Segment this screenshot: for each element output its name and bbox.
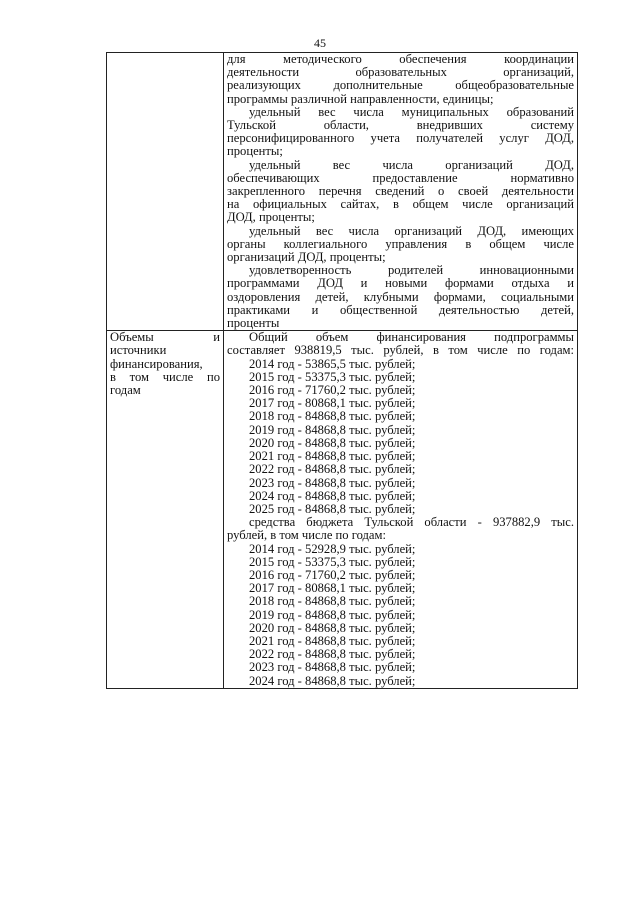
row2-right-cell bbox=[224, 331, 578, 688]
text-line: программы различной направленности, единицы; bbox=[227, 91, 494, 106]
table-row-indicators bbox=[107, 53, 578, 331]
row1-left-cell bbox=[107, 53, 224, 331]
text-line: на официальных сайтах, в общем числе организаций bbox=[227, 197, 574, 212]
year-amount-line: 2018 год - 84868,8 тыс. рублей; bbox=[249, 594, 416, 609]
financing-intro bbox=[227, 331, 574, 357]
text-line: реализующих дополнительные общеобразовательные bbox=[227, 78, 574, 93]
year-amount-line: 2019 год - 84868,8 тыс. рублей; bbox=[249, 422, 416, 437]
text-line: для методического обеспечения координации bbox=[227, 52, 574, 66]
year-amount-line: 2023 год - 84868,8 тыс. рублей; bbox=[249, 660, 416, 675]
text-line: программами ДОД и новыми формами отдыха и bbox=[227, 276, 574, 291]
text-line: обеспечивающих предоставление нормативно bbox=[227, 170, 574, 185]
passport-table bbox=[106, 52, 578, 689]
text-line: проценты bbox=[227, 316, 280, 331]
text-line: Тульской области, внедривших систему bbox=[227, 118, 574, 133]
text-line: Общий объем финансирования подпрограммы bbox=[249, 330, 574, 345]
financing-years-budget bbox=[227, 543, 574, 688]
text-line: составляет 938819,5 тыс. рублей, в том числе по годам: bbox=[227, 343, 574, 358]
text-line: закрепленного перечня сведений о своей деятельности bbox=[227, 184, 574, 199]
year-amount-line: 2023 год - 84868,8 тыс. рублей; bbox=[249, 475, 416, 490]
text-line: удельный вес числа организаций ДОД, имеющих bbox=[249, 223, 574, 238]
year-amount-line: 2018 год - 84868,8 тыс. рублей; bbox=[249, 409, 416, 424]
text-line: рублей, в том числе по годам: bbox=[227, 528, 386, 543]
label-line: в том числе по bbox=[110, 369, 220, 384]
text-line: ДОД, проценты; bbox=[227, 210, 315, 225]
label-line: Объемы и bbox=[110, 330, 220, 345]
year-amount-line: 2014 год - 52928,9 тыс. рублей; bbox=[249, 541, 416, 556]
page-number: 45 bbox=[314, 36, 326, 50]
year-amount-line: 2022 год - 84868,8 тыс. рублей; bbox=[249, 647, 416, 662]
text-line: органы коллегиального управления в общем числе bbox=[227, 236, 574, 251]
row2-left-cell bbox=[107, 331, 224, 688]
text-line: проценты; bbox=[227, 144, 283, 159]
year-amount-line: 2020 год - 84868,8 тыс. рублей; bbox=[249, 435, 416, 450]
year-amount-line: 2022 год - 84868,8 тыс. рублей; bbox=[249, 462, 416, 477]
year-amount-line: 2021 год - 84868,8 тыс. рублей; bbox=[249, 633, 416, 648]
year-amount-line: 2021 год - 84868,8 тыс. рублей; bbox=[249, 449, 416, 464]
year-amount-line: 2020 год - 84868,8 тыс. рублей; bbox=[249, 620, 416, 635]
text-line: оздоровления детей, клубными формами, социальными bbox=[227, 289, 574, 304]
row1-right-cell bbox=[224, 53, 578, 331]
year-amount-line: 2016 год - 71760,2 тыс. рублей; bbox=[249, 383, 416, 398]
year-amount-line: 2024 год - 84868,8 тыс. рублей; bbox=[249, 673, 416, 688]
year-amount-line: 2016 год - 71760,2 тыс. рублей; bbox=[249, 567, 416, 582]
financing-budget-intro bbox=[227, 516, 574, 542]
label-line: источники bbox=[110, 343, 167, 358]
indicators-text bbox=[227, 53, 574, 330]
table-row-financing bbox=[107, 331, 578, 688]
text-line: деятельности образовательных организаций, bbox=[227, 65, 574, 80]
text-line: практиками и общественной деятельностью детей, bbox=[227, 302, 574, 317]
label-line: годам bbox=[110, 383, 141, 398]
year-amount-line: 2014 год - 53865,5 тыс. рублей; bbox=[249, 356, 416, 371]
text-line: средства бюджета Тульской области - 937882,9 тыс. bbox=[249, 515, 574, 530]
year-amount-line: 2017 год - 80868,1 тыс. рублей; bbox=[249, 581, 416, 596]
year-amount-line: 2015 год - 53375,3 тыс. рублей; bbox=[249, 554, 416, 569]
year-amount-line: 2017 год - 80868,1 тыс. рублей; bbox=[249, 396, 416, 411]
financing-years-total bbox=[227, 358, 574, 516]
text-line: удельный вес числа организаций ДОД, bbox=[249, 157, 574, 172]
text-line: удельный вес числа муниципальных образований bbox=[249, 104, 574, 119]
text-line: персонифицированного учета получателей услуг ДОД, bbox=[227, 131, 574, 146]
year-amount-line: 2025 год - 84868,8 тыс. рублей; bbox=[249, 501, 416, 516]
year-amount-line: 2019 год - 84868,8 тыс. рублей; bbox=[249, 607, 416, 622]
year-amount-line: 2024 год - 84868,8 тыс. рублей; bbox=[249, 488, 416, 503]
text-line: удовлетворенность родителей инновационными bbox=[249, 263, 574, 278]
text-line: организаций ДОД, проценты; bbox=[227, 250, 386, 265]
financing-label bbox=[110, 331, 220, 397]
label-line: финансирования, bbox=[110, 356, 203, 371]
year-amount-line: 2015 год - 53375,3 тыс. рублей; bbox=[249, 369, 416, 384]
